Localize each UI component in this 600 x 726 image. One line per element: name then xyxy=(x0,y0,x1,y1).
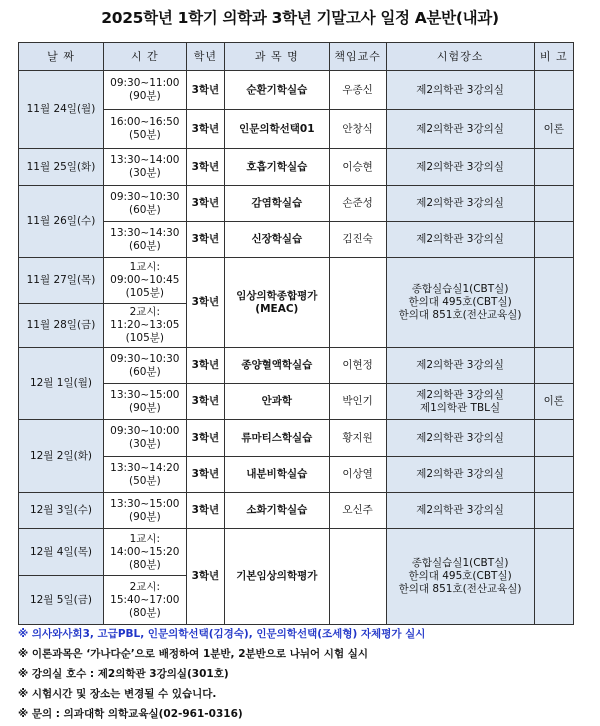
time-cell: 16:00~16:50 (50분) xyxy=(103,110,186,149)
subject-cell: 류마티스학실습 xyxy=(225,420,330,457)
time-cell: 13:30~15:00 (90분) xyxy=(103,384,186,420)
time-cell: 13:30~14:00 (30분) xyxy=(103,149,186,186)
grade-cell: 3학년 xyxy=(186,457,224,493)
place-cell: 제2의학관 3강의실 xyxy=(386,71,534,110)
note-cell xyxy=(534,493,573,529)
professor-cell: 김진숙 xyxy=(329,222,386,258)
exam-schedule-table xyxy=(18,42,574,625)
subject-cell: 감염학실습 xyxy=(225,186,330,222)
professor-cell xyxy=(329,258,386,348)
grade-cell: 3학년 xyxy=(186,384,224,420)
date-cell: 12월 4일(목) xyxy=(19,529,104,576)
subject-cell: 신장학실습 xyxy=(225,222,330,258)
professor-cell: 이현정 xyxy=(329,348,386,384)
header-date: 날 짜 xyxy=(19,43,104,71)
date-cell: 12월 3일(수) xyxy=(19,493,104,529)
header-time: 시 간 xyxy=(103,43,186,71)
grade-cell: 3학년 xyxy=(186,149,224,186)
grade-cell: 3학년 xyxy=(186,222,224,258)
grade-cell: 3학년 xyxy=(186,258,224,348)
place-cell: 제2의학관 3강의실 xyxy=(386,149,534,186)
place-cell: 제2의학관 3강의실 제1의학관 TBL실 xyxy=(386,384,534,420)
page-title: 2025학년 1학기 의학과 3학년 기말고사 일정 A분반(내과) xyxy=(101,9,499,27)
time-cell: 2교시: 15:40~17:00 (80분) xyxy=(103,576,186,625)
header-professor: 책임교수 xyxy=(329,43,386,71)
grade-cell: 3학년 xyxy=(186,110,224,149)
note-line: ※ 문의 : 의과대학 의학교육실(02-961-0316) xyxy=(18,708,243,720)
date-cell: 12월 5일(금) xyxy=(19,576,104,625)
header-grade: 학년 xyxy=(186,43,224,71)
place-cell: 제2의학관 3강의실 xyxy=(386,348,534,384)
note-cell xyxy=(534,348,573,384)
subject-cell: 임상의학종합평가 (MEAC) xyxy=(225,258,330,348)
note-cell xyxy=(534,529,573,625)
note-cell xyxy=(534,71,573,110)
note-line: ※ 시험시간 및 장소는 변경될 수 있습니다. xyxy=(18,688,217,700)
grade-cell: 3학년 xyxy=(186,348,224,384)
grade-cell: 3학년 xyxy=(186,529,224,625)
professor-cell: 우종신 xyxy=(329,71,386,110)
professor-cell: 이승현 xyxy=(329,149,386,186)
table-row xyxy=(19,258,574,304)
note-cell xyxy=(534,258,573,348)
place-cell: 종합실습실1(CBT실) 한의대 495호(CBT실) 한의대 851호(전산교육실) xyxy=(386,529,534,625)
time-cell: 13:30~15:00 (90분) xyxy=(103,493,186,529)
note-cell xyxy=(534,149,573,186)
header-subject: 과 목 명 xyxy=(225,43,330,71)
subject-cell: 내분비학실습 xyxy=(225,457,330,493)
table-row xyxy=(19,71,574,110)
note-cell xyxy=(534,457,573,493)
grade-cell: 3학년 xyxy=(186,71,224,110)
professor-cell: 박인기 xyxy=(329,384,386,420)
professor-cell xyxy=(329,529,386,625)
place-cell: 제2의학관 3강의실 xyxy=(386,493,534,529)
header-place: 시험장소 xyxy=(386,43,534,71)
table-row xyxy=(19,420,574,457)
table-row xyxy=(19,529,574,576)
professor-cell: 안창식 xyxy=(329,110,386,149)
time-cell: 1교시: 14:00~15:20 (80분) xyxy=(103,529,186,576)
note-cell: 이론 xyxy=(534,110,573,149)
table-row xyxy=(19,149,574,186)
time-cell: 2교시: 11:20~13:05 (105분) xyxy=(103,304,186,348)
note-cell xyxy=(534,420,573,457)
time-cell: 09:30~10:30 (60분) xyxy=(103,186,186,222)
date-cell: 11월 28일(금) xyxy=(19,304,104,348)
table-row xyxy=(19,493,574,529)
table-header-row xyxy=(19,43,574,71)
date-cell: 12월 2일(화) xyxy=(19,420,104,493)
grade-cell: 3학년 xyxy=(186,493,224,529)
time-cell: 13:30~14:20 (50분) xyxy=(103,457,186,493)
professor-cell: 황지원 xyxy=(329,420,386,457)
place-cell: 제2의학관 3강의실 xyxy=(386,222,534,258)
subject-cell: 안과학 xyxy=(225,384,330,420)
professor-cell: 손준성 xyxy=(329,186,386,222)
place-cell: 제2의학관 3강의실 xyxy=(386,186,534,222)
note-line: ※ 강의실 호수 : 제2의학관 3강의실(301호) xyxy=(18,668,229,680)
note-cell: 이론 xyxy=(534,384,573,420)
subject-cell: 기본임상의학평가 xyxy=(225,529,330,625)
place-cell: 제2의학관 3강의실 xyxy=(386,420,534,457)
date-cell: 11월 26일(수) xyxy=(19,186,104,258)
date-cell: 11월 24일(월) xyxy=(19,71,104,149)
table-row xyxy=(19,348,574,384)
subject-cell: 순환기학실습 xyxy=(225,71,330,110)
notes-section xyxy=(18,624,588,724)
date-cell: 12월 1일(월) xyxy=(19,348,104,420)
professor-cell: 오신주 xyxy=(329,493,386,529)
grade-cell: 3학년 xyxy=(186,186,224,222)
table-row xyxy=(19,186,574,222)
time-cell: 09:30~10:00 (30분) xyxy=(103,420,186,457)
grade-cell: 3학년 xyxy=(186,420,224,457)
time-cell: 09:30~11:00 (90분) xyxy=(103,71,186,110)
professor-cell: 이상열 xyxy=(329,457,386,493)
date-cell: 11월 27일(목) xyxy=(19,258,104,304)
subject-cell: 소화기학실습 xyxy=(225,493,330,529)
note-line: ※ 이론과목은 ‘가나다순’으로 배정하여 1분반, 2분반으로 나뉘어 시험 실시 xyxy=(18,648,369,660)
subject-cell: 종양혈액학실습 xyxy=(225,348,330,384)
time-cell: 13:30~14:30 (60분) xyxy=(103,222,186,258)
time-cell: 1교시: 09:00~10:45 (105분) xyxy=(103,258,186,304)
header-note: 비 고 xyxy=(534,43,573,71)
note-cell xyxy=(534,186,573,222)
date-cell: 11월 25일(화) xyxy=(19,149,104,186)
time-cell: 09:30~10:30 (60분) xyxy=(103,348,186,384)
place-cell: 제2의학관 3강의실 xyxy=(386,110,534,149)
note-cell xyxy=(534,222,573,258)
subject-cell: 인문의학선택01 xyxy=(225,110,330,149)
place-cell: 종합실습실1(CBT실) 한의대 495호(CBT실) 한의대 851호(전산교육실) xyxy=(386,258,534,348)
note-line: ※ 의사와사회3, 고급PBL, 인문의학선택(김경숙), 인문의학선택(조세형) 자체평가 실시 xyxy=(18,628,426,640)
subject-cell: 호흡기학실습 xyxy=(225,149,330,186)
place-cell: 제2의학관 3강의실 xyxy=(386,457,534,493)
